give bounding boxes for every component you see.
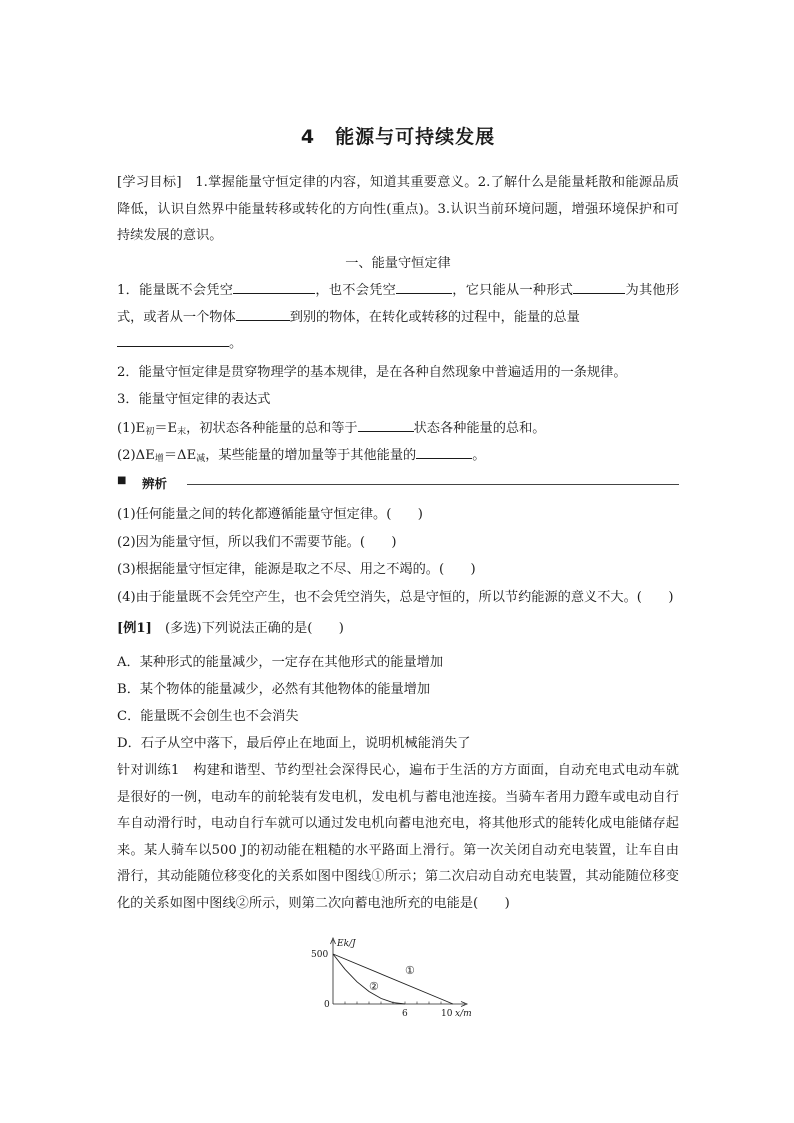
item-3: 3．能量守恒定律的表达式 <box>117 392 271 407</box>
example-label: [例1] <box>117 621 152 636</box>
analysis-label: 辨析 <box>142 476 168 491</box>
blank-2[interactable] <box>396 279 452 294</box>
objectives-text: 1.掌握能量守恒定律的内容，知道其重要意义。2.了解什么是能量耗散和能源品质降低，认识自然界中能量转移或转化的方向性(重点)。3.认识当前环境问题，增强环境保护和可持续发展的意识。 <box>117 175 679 243</box>
ek-x-chart <box>307 922 497 1022</box>
option-b: B．某个物体的能量减少，必然有其他物体的能量增加 <box>117 682 431 697</box>
analysis-item-1: (1)任何能量之间的转化都遵循能量守恒定律。( ) <box>117 507 423 522</box>
formula-1: $(1)E_初=E_末$，初状态各种能量的总和等于 状态各种能量的总和。 <box>117 417 679 442</box>
y-tick-label: 500 <box>311 950 329 960</box>
blank-4[interactable] <box>236 306 290 321</box>
option-a: A．某种形式的能量减少，一定存在其他形式的能量增加 <box>117 655 444 670</box>
blank-1[interactable] <box>233 279 315 294</box>
objectives-label: [学习目标] <box>117 175 182 190</box>
item-1: 1．能量既不会凭空 ，也不会凭空 ，它只能从一种形式 为其他形式，或者从一个物体 到别的物体，在转化或转移的过程中，能量的总量 。 <box>117 278 679 358</box>
y-axis-label: Ek/J <box>337 939 356 949</box>
series-line-1 <box>333 954 453 1004</box>
analysis-item-3: (3)根据能量守恒定律，能源是取之不尽、用之不竭的。( ) <box>117 562 476 577</box>
x-tick-label: 10 <box>441 1009 453 1019</box>
analysis-divider <box>117 474 679 494</box>
option-c: C．能量既不会创生也不会消失 <box>117 709 299 724</box>
blank-7[interactable] <box>416 444 472 459</box>
section-heading: 一、能量守恒定律 <box>345 256 451 271</box>
item-2: 2．能量守恒定律是贯穿物理学的基本规律，是在各种自然现象中普遍适用的一条规律。 <box>117 365 627 380</box>
analysis-item-4: (4)由于能量既不会凭空产生，也不会凭空消失，总是守恒的，所以节约能源的意义不大。( ) <box>117 590 674 605</box>
training-1: 针对训练1 构建和谐型、节约型社会深得民心，遍布于生活的方方面面，自动充电式电动车就是很好的一例，电动车的前轮装有发电机，发电机与蓄电池连接。当骑车者用力蹬车或电动自行车自动滑行时，电动自行车就可以通过发电机向蓄电池充电，将其他形式的能转化成电能储存起来。某人骑车以500 J的初动能在粗糙的水平路面上滑行。第一次关闭自动充电装置，让车自由滑行，其动能随位移变化的关系如图中图线①所示；第二次启动自动充电装置，其动能随位移变化的关系如图中图线②所示，则第二次向蓄电池所充的电能是( ) <box>117 763 679 911</box>
formula-2: $(2)\Delta E_增=\Delta E_减$，某些能量的增加量等于其他能量的 。 <box>117 444 679 469</box>
option-d: D．石子从空中落下，最后停止在地面上，说明机械能消失了 <box>117 736 471 751</box>
blank-6[interactable] <box>358 417 414 432</box>
series-label-1: ① <box>405 964 415 977</box>
page-title: 4 能源与可持续发展 <box>300 126 496 148</box>
learning-objectives <box>117 170 679 250</box>
y-tick-label: 0 <box>324 1000 330 1010</box>
analysis-item-2: (2)因为能量守恒，所以我们不需要节能。( ) <box>117 535 397 550</box>
example-stem: [例1] (多选)下列说法正确的是( ) <box>117 621 344 636</box>
x-tick-label: 6 <box>402 1009 408 1019</box>
series-line-2 <box>333 954 405 1004</box>
square-icon: ■ <box>117 475 127 486</box>
blank-3[interactable] <box>573 279 625 294</box>
x-axis-label: x/m <box>455 1009 472 1019</box>
blank-5[interactable] <box>117 332 229 347</box>
series-label-2: ② <box>369 980 379 993</box>
divider-line <box>187 484 679 485</box>
